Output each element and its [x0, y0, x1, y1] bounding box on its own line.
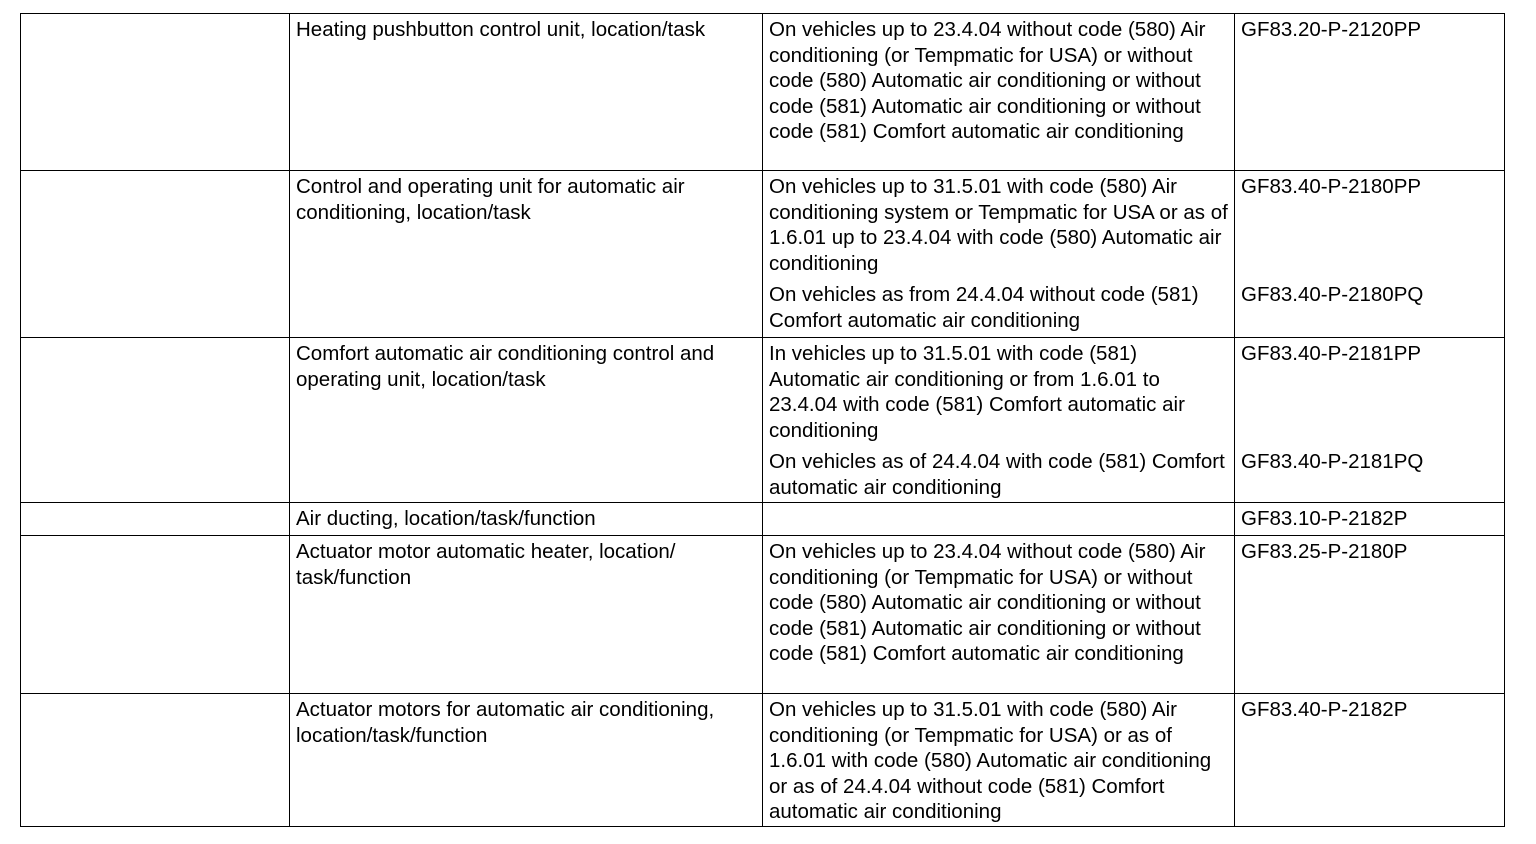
reference-cell	[1235, 536, 1505, 694]
description-cell: Comfort automatic air conditioning control and operating unit, location/task	[290, 338, 763, 503]
blank-cell	[21, 536, 290, 694]
reference-code: GF83.40-P-2181PP	[1241, 342, 1422, 365]
reference-code: GF83.25-P-2180P	[1241, 540, 1408, 563]
reference-code: GF83.40-P-2180PQ	[1241, 283, 1424, 306]
condition-text: On vehicles up to 31.5.01 with code (580) Air conditioning system or Tempmatic for USA or as of 1.6.01 up to 23.4.04 with code (580) Automatic air conditioning	[769, 175, 1228, 275]
blank-cell	[21, 694, 290, 827]
table-row	[21, 14, 1505, 171]
reference-code: GF83.40-P-2180PP	[1241, 175, 1422, 198]
condition-text: On vehicles up to 23.4.04 without code (580) Air conditioning (or Tempmatic for USA) or without code (580) Automatic air conditioning or without code (581) Automatic air conditioning or without code (581) Comfort automatic air conditioning	[769, 18, 1206, 143]
description-cell: Air ducting, location/task/function	[290, 503, 763, 536]
table-row	[21, 536, 1505, 694]
description-cell: Actuator motors for automatic air conditioning, location/task/function	[290, 694, 763, 827]
document-table	[20, 13, 1505, 827]
table-row	[21, 694, 1505, 827]
reference-code: GF83.10-P-2182P	[1241, 507, 1408, 530]
table-row	[21, 171, 1505, 338]
description-cell: Control and operating unit for automatic air conditioning, location/task	[290, 171, 763, 338]
blank-cell	[21, 171, 290, 338]
condition-text: On vehicles as of 24.4.04 with code (581) Comfort automatic air conditioning	[769, 450, 1225, 499]
blank-cell	[21, 338, 290, 503]
table-row	[21, 503, 1505, 536]
condition-text: On vehicles up to 31.5.01 with code (580) Air conditioning (or Tempmatic for USA) or as of 1.6.01 with code (580) Automatic air conditioning or as of 24.4.04 without code (581) Comfort automatic air conditioning	[769, 698, 1212, 823]
reference-cell	[1235, 171, 1505, 338]
condition-cell	[763, 694, 1235, 827]
description-cell: Heating pushbutton control unit, location/task	[290, 14, 763, 171]
reference-code: GF83.20-P-2120PP	[1241, 18, 1422, 41]
reference-cell	[1235, 338, 1505, 503]
condition-text: On vehicles up to 23.4.04 without code (580) Air conditioning (or Tempmatic for USA) or without code (580) Automatic air conditioning or without code (581) Automatic air conditioning or without code (581) Comfort automatic air conditioning	[769, 540, 1206, 665]
condition-cell	[763, 14, 1235, 171]
condition-text: On vehicles as from 24.4.04 without code (581) Comfort automatic air conditioning	[769, 283, 1199, 332]
reference-cell	[1235, 503, 1505, 536]
reference-cell	[1235, 694, 1505, 827]
reference-code: GF83.40-P-2182P	[1241, 698, 1408, 721]
blank-cell	[21, 14, 290, 171]
condition-text: In vehicles up to 31.5.01 with code (581) Automatic air conditioning or from 1.6.01 to 23.4.04 with code (581) Comfort automatic air conditioning	[769, 342, 1185, 442]
condition-cell	[763, 536, 1235, 694]
reference-cell	[1235, 14, 1505, 171]
blank-cell	[21, 503, 290, 536]
reference-code: GF83.40-P-2181PQ	[1241, 450, 1424, 473]
condition-cell	[763, 171, 1235, 338]
condition-cell	[763, 503, 1235, 536]
condition-cell	[763, 338, 1235, 503]
description-cell: Actuator motor automatic heater, location/ task/function	[290, 536, 763, 694]
table-row	[21, 338, 1505, 503]
